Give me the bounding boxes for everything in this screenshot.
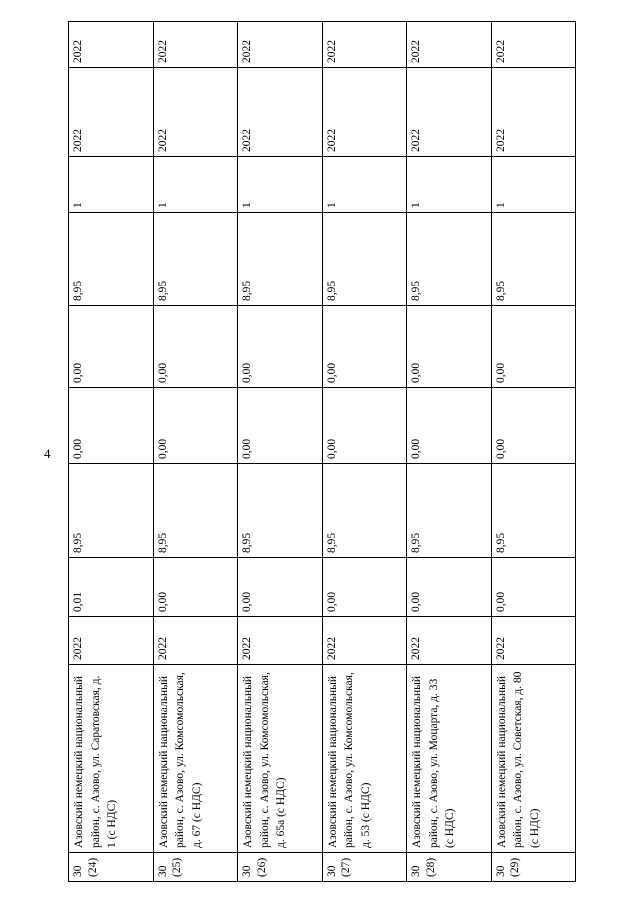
page-number: 4 — [44, 446, 51, 461]
cell-address: Азовский немецкий национальный район, с. Азово, ул. Моцарта, д. 33 (с НДС) — [407, 665, 492, 853]
cell-value-4: 0,00 — [491, 306, 576, 388]
table-body — [69, 22, 576, 882]
cell-year-from: 2022 — [153, 68, 238, 157]
cell-value-1: 0,00 — [238, 558, 323, 617]
cell-year-to: 2022 — [322, 22, 407, 68]
rotated-table-container — [68, 32, 576, 882]
table-row — [491, 22, 576, 882]
table-row — [407, 22, 492, 882]
cell-address: Азовский немецкий национальный район, с. Азово, ул. Комсомольская, д. 67 (с НДС) — [153, 665, 238, 853]
cell-value-2: 8,95 — [322, 464, 407, 558]
cell-value-1: 0,00 — [491, 558, 576, 617]
cell-index — [407, 853, 492, 882]
row-number: 30 — [156, 865, 169, 877]
cell-address: Азовский немецкий национальный район, с. Азово, ул. Саратовская, д. 1 (с НДС) — [69, 665, 154, 853]
cell-value-6: 1 — [238, 157, 323, 213]
row-subnumber: (28) — [424, 857, 437, 877]
cell-address: Азовский немецкий национальный район, с. Азово, ул. Комсомольская, д. 53 (с НДС) — [322, 665, 407, 853]
cell-year-from: 2022 — [407, 68, 492, 157]
cell-year: 2022 — [153, 617, 238, 665]
cell-year: 2022 — [491, 617, 576, 665]
cell-value-4: 0,00 — [407, 306, 492, 388]
cell-value-4: 0,00 — [153, 306, 238, 388]
cell-value-1: 0,00 — [153, 558, 238, 617]
row-number: 30 — [410, 865, 422, 877]
cell-year-from: 2022 — [322, 68, 407, 157]
cell-value-5: 8,95 — [69, 213, 154, 306]
cell-year-from: 2022 — [69, 68, 154, 157]
cell-value-4: 0,00 — [322, 306, 407, 388]
cell-value-3: 0,00 — [69, 388, 154, 464]
cell-value-3: 0,00 — [238, 388, 323, 464]
cell-year-to: 2022 — [407, 22, 492, 68]
cell-index — [238, 853, 323, 882]
table-row — [322, 22, 407, 882]
cell-index — [153, 853, 238, 882]
cell-value-3: 0,00 — [322, 388, 407, 464]
cell-value-5: 8,95 — [491, 213, 576, 306]
cell-value-1: 0,00 — [322, 558, 407, 617]
cell-year-to: 2022 — [491, 22, 576, 68]
cell-year: 2022 — [407, 617, 492, 665]
cell-value-2: 8,95 — [491, 464, 576, 558]
cell-value-5: 8,95 — [322, 213, 407, 306]
cell-year-to: 2022 — [69, 22, 154, 68]
row-subnumber: (25) — [171, 857, 184, 877]
data-table — [68, 21, 576, 882]
row-subnumber: (29) — [509, 857, 522, 877]
row-subnumber: (27) — [340, 857, 353, 877]
row-number: 30 — [325, 865, 338, 877]
cell-value-5: 8,95 — [153, 213, 238, 306]
row-subnumber: (26) — [255, 857, 268, 877]
cell-index — [491, 853, 576, 882]
cell-value-6: 1 — [69, 157, 154, 213]
row-number: 30 — [72, 865, 84, 877]
cell-value-1: 0,01 — [69, 558, 154, 617]
cell-value-3: 0,00 — [491, 388, 576, 464]
cell-year: 2022 — [69, 617, 154, 665]
cell-value-2: 8,95 — [69, 464, 154, 558]
cell-value-6: 1 — [153, 157, 238, 213]
cell-value-2: 8,95 — [153, 464, 238, 558]
cell-value-2: 8,95 — [407, 464, 492, 558]
cell-value-2: 8,95 — [238, 464, 323, 558]
cell-year: 2022 — [322, 617, 407, 665]
cell-year-from: 2022 — [491, 68, 576, 157]
cell-year-to: 2022 — [153, 22, 238, 68]
cell-value-3: 0,00 — [153, 388, 238, 464]
cell-value-4: 0,00 — [69, 306, 154, 388]
table-row — [238, 22, 323, 882]
cell-value-4: 0,00 — [238, 306, 323, 388]
cell-value-1: 0,00 — [407, 558, 492, 617]
cell-index — [69, 853, 154, 882]
cell-year: 2022 — [238, 617, 323, 665]
cell-index — [322, 853, 407, 882]
row-number: 30 — [241, 865, 253, 877]
cell-year-to: 2022 — [238, 22, 323, 68]
cell-value-3: 0,00 — [407, 388, 492, 464]
cell-value-6: 1 — [491, 157, 576, 213]
cell-value-6: 1 — [322, 157, 407, 213]
cell-year-from: 2022 — [238, 68, 323, 157]
cell-value-6: 1 — [407, 157, 492, 213]
row-subnumber: (24) — [86, 857, 99, 877]
cell-value-5: 8,95 — [407, 213, 492, 306]
cell-address: Азовский немецкий национальный район, с. Азово, ул. Комсомольская, д. 65а (с НДС) — [238, 665, 323, 853]
table-row — [69, 22, 154, 882]
cell-value-5: 8,95 — [238, 213, 323, 306]
cell-address: Азовский немецкий национальный район, с. Азово, ул. Советская, д. 80 (с НДС) — [491, 665, 576, 853]
row-number: 30 — [494, 865, 507, 877]
table-row — [153, 22, 238, 882]
